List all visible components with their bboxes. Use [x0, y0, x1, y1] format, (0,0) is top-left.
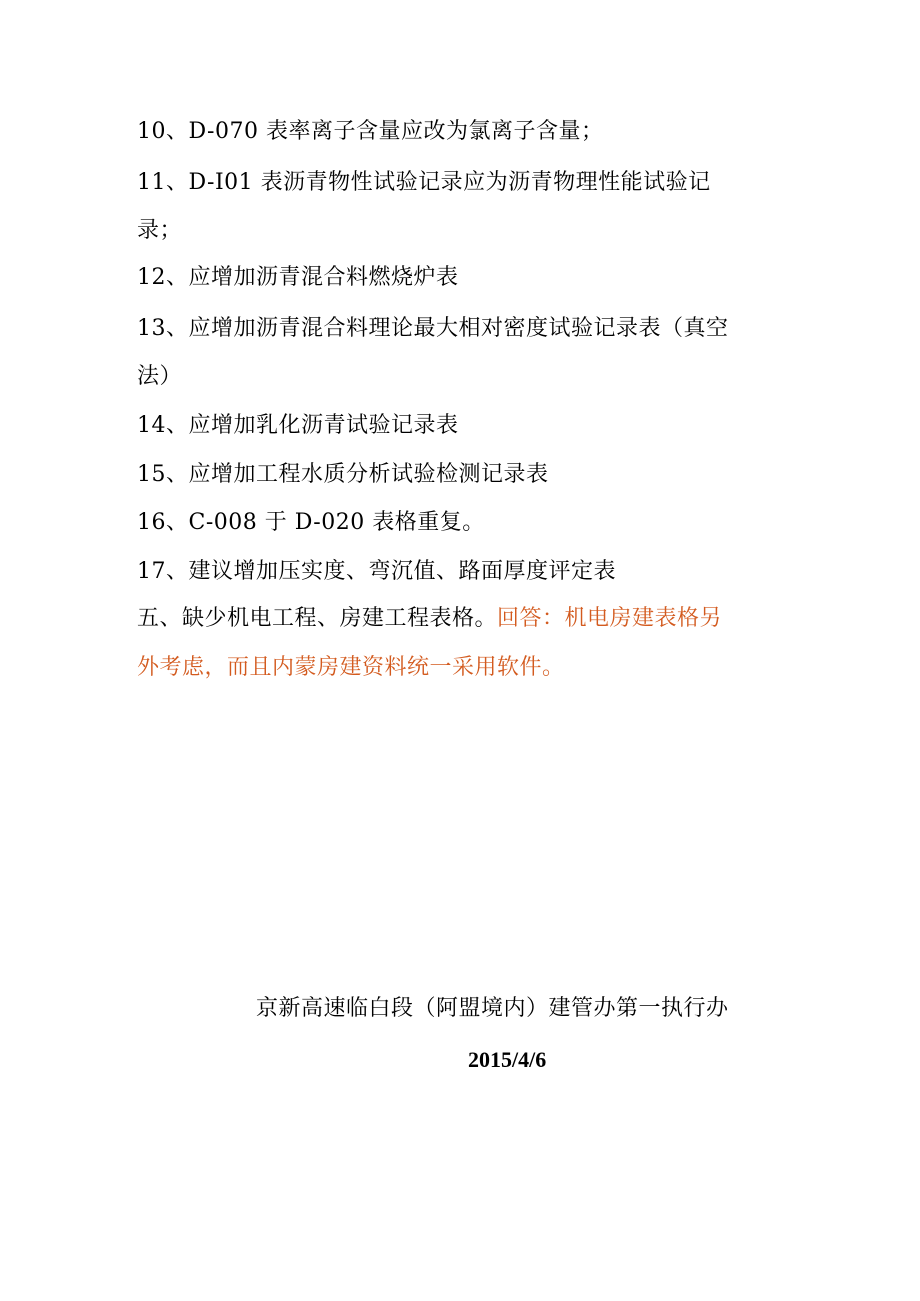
section-five-line — [137, 606, 787, 632]
item-13-continued: 法） — [137, 364, 183, 389]
item-16: 16、C-008 于 D-020 表格重复。 — [137, 510, 485, 535]
item-13: 13、应增加沥青混合料理论最大相对密度试验记录表（真空 — [137, 316, 729, 341]
document-date: 2015/4/6 — [468, 1047, 547, 1072]
item-12: 12、应增加沥青混合料燃烧炉表 — [137, 265, 459, 290]
section-five-text: 五、缺少机电工程、房建工程表格。 — [137, 606, 498, 631]
reply-text-2: 外考虑，而且内蒙房建资料统一采用软件。 — [137, 655, 565, 680]
item-10: 10、D-070 表率离子含量应改为氯离子含量； — [137, 119, 604, 144]
item-11-continued: 录； — [137, 218, 183, 243]
issuer-signature: 京新高速临白段（阿盟境内）建管办第一执行办 — [256, 996, 729, 1021]
item-11: 11、D-I01 表沥青物性试验记录应为沥青物理性能试验记 — [137, 170, 711, 195]
item-17: 17、建议增加压实度、弯沉值、路面厚度评定表 — [137, 559, 616, 584]
reply-text-1: 回答：机电房建表格另 — [497, 606, 723, 631]
item-14: 14、应增加乳化沥青试验记录表 — [137, 413, 459, 438]
item-15: 15、应增加工程水质分析试验检测记录表 — [137, 462, 549, 487]
